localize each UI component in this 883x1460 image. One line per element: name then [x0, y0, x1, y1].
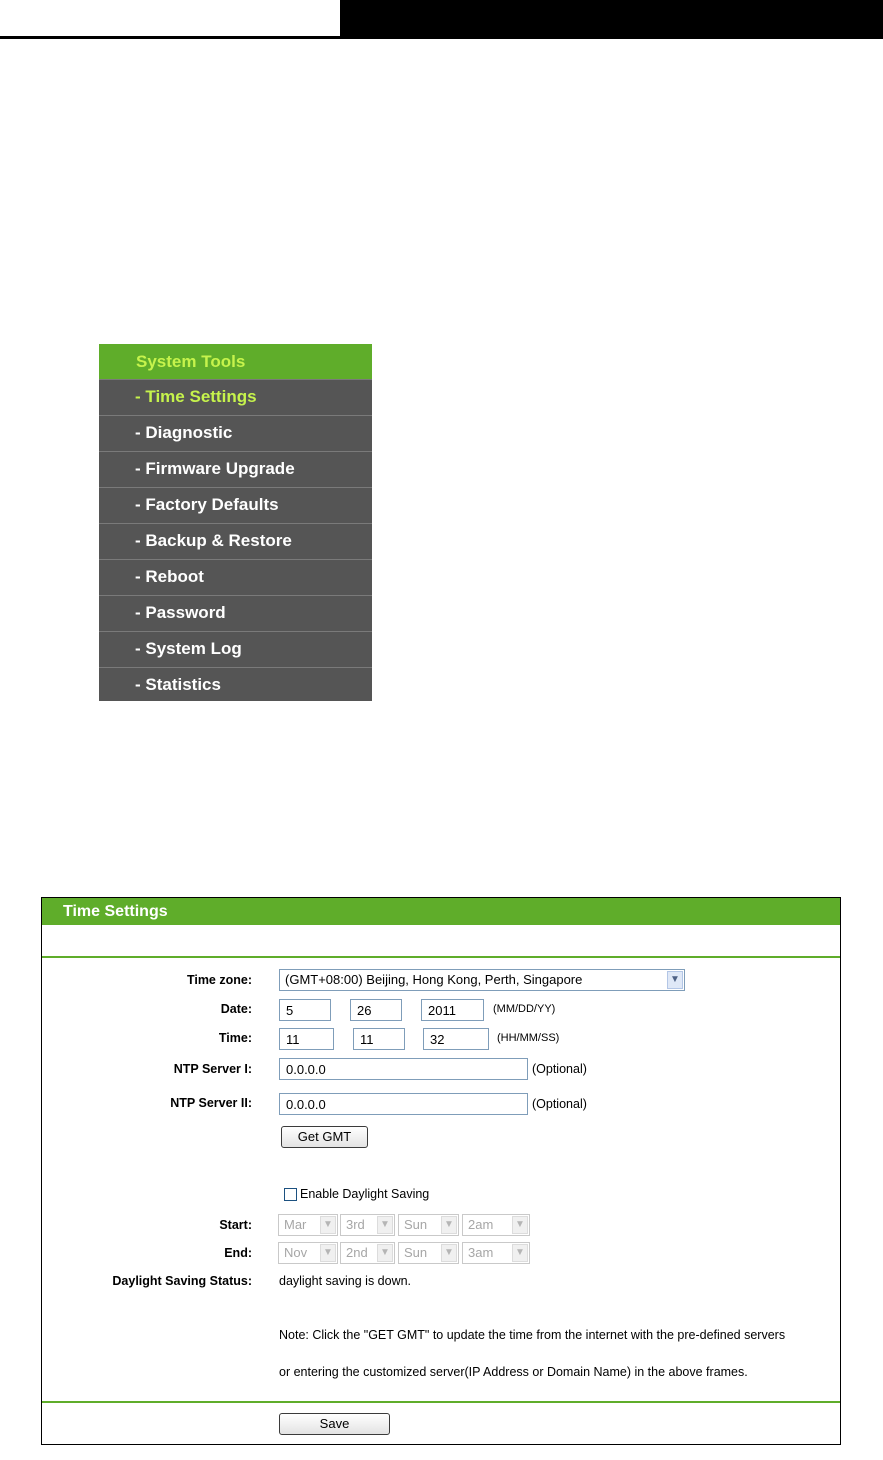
chevron-down-icon: ▼: [320, 1216, 336, 1234]
end-day-value: Sun: [404, 1245, 428, 1260]
note-line-2: or entering the customized server(IP Address or Domain Name) in the above frames.: [279, 1365, 748, 1379]
end-hour-value: 3am: [468, 1245, 494, 1260]
get-gmt-button[interactable]: Get GMT: [281, 1126, 368, 1148]
chevron-down-icon: ▼: [512, 1244, 528, 1262]
menu-item-factory-defaults[interactable]: - Factory Defaults: [99, 487, 372, 523]
menu-item-password[interactable]: - Password: [99, 595, 372, 631]
start-day-value: Sun: [404, 1217, 428, 1232]
bottom-divider: [42, 1401, 840, 1403]
time-label: Time:: [218, 1031, 252, 1045]
panel-title: Time Settings: [42, 898, 840, 925]
start-day-select[interactable]: [398, 1214, 459, 1236]
end-week-select[interactable]: [340, 1242, 395, 1264]
chevron-down-icon: ▼: [377, 1244, 393, 1262]
start-hour-select[interactable]: [462, 1214, 530, 1236]
chevron-down-icon: ▼: [441, 1216, 457, 1234]
menu-item-system-log[interactable]: - System Log: [99, 631, 372, 667]
date-year-input[interactable]: [421, 999, 484, 1021]
start-label: Start:: [219, 1218, 252, 1232]
time-minute-input[interactable]: [353, 1028, 405, 1050]
chevron-down-icon: ▼: [512, 1216, 528, 1234]
end-day-select[interactable]: [398, 1242, 459, 1264]
menu-item-firmware-upgrade[interactable]: - Firmware Upgrade: [99, 451, 372, 487]
end-label: End:: [224, 1246, 252, 1260]
menu-item-diagnostic[interactable]: - Diagnostic: [99, 415, 372, 451]
checkbox-icon[interactable]: [284, 1188, 297, 1201]
time-format-hint: (HH/MM/SS): [497, 1032, 560, 1044]
chevron-down-icon: ▼: [377, 1216, 393, 1234]
time-hour-input[interactable]: [279, 1028, 334, 1050]
top-divider: [42, 956, 840, 958]
ntp2-label: NTP Server II:: [170, 1096, 252, 1110]
menu-item-statistics[interactable]: - Statistics: [99, 667, 372, 703]
start-week-select[interactable]: [340, 1214, 395, 1236]
system-tools-menu: [99, 344, 372, 701]
chevron-down-icon: ▼: [320, 1244, 336, 1262]
end-month-value: Nov: [284, 1245, 308, 1260]
start-hour-value: 2am: [468, 1217, 494, 1232]
chevron-down-icon[interactable]: ▼: [667, 971, 683, 989]
end-hour-select[interactable]: [462, 1242, 530, 1264]
time-second-input[interactable]: [423, 1028, 489, 1050]
enable-dst-label[interactable]: Enable Daylight Saving: [300, 1187, 430, 1201]
start-week-value: 3rd: [346, 1217, 365, 1232]
menu-item-backup-restore[interactable]: - Backup & Restore: [99, 523, 372, 559]
header-bar: [340, 0, 883, 38]
ntp2-hint: (Optional): [532, 1097, 587, 1111]
save-button[interactable]: Save: [279, 1413, 390, 1435]
chevron-down-icon: ▼: [441, 1244, 457, 1262]
dst-status-label: Daylight Saving Status:: [112, 1274, 252, 1288]
timezone-value: (GMT+08:00) Beijing, Hong Kong, Perth, Singapore: [285, 972, 583, 987]
end-month-select[interactable]: [278, 1242, 338, 1264]
menu-item-reboot[interactable]: - Reboot: [99, 559, 372, 595]
ntp1-hint: (Optional): [532, 1062, 587, 1076]
start-month-value: Mar: [284, 1217, 307, 1232]
start-month-select[interactable]: [278, 1214, 338, 1236]
ntp2-input[interactable]: [279, 1093, 528, 1115]
timezone-label: Time zone:: [186, 973, 252, 987]
date-day-input[interactable]: [350, 999, 402, 1021]
time-settings-panel: [41, 897, 841, 1445]
menu-item-time-settings[interactable]: - Time Settings: [99, 379, 372, 415]
date-format-hint: (MM/DD/YY): [493, 1003, 556, 1015]
dst-status-value: daylight saving is down.: [279, 1274, 412, 1288]
date-label: Date:: [220, 1002, 252, 1016]
end-week-value: 2nd: [346, 1245, 368, 1260]
timezone-select[interactable]: [279, 969, 685, 991]
note-line-1: Note: Click the "GET GMT" to update the time from the internet with the pre-defined servers: [279, 1328, 786, 1342]
ntp1-input[interactable]: [279, 1058, 528, 1080]
ntp1-label: NTP Server I:: [173, 1062, 252, 1076]
header-rule: [0, 36, 883, 39]
menu-header[interactable]: System Tools: [99, 344, 372, 379]
date-month-input[interactable]: [279, 999, 331, 1021]
